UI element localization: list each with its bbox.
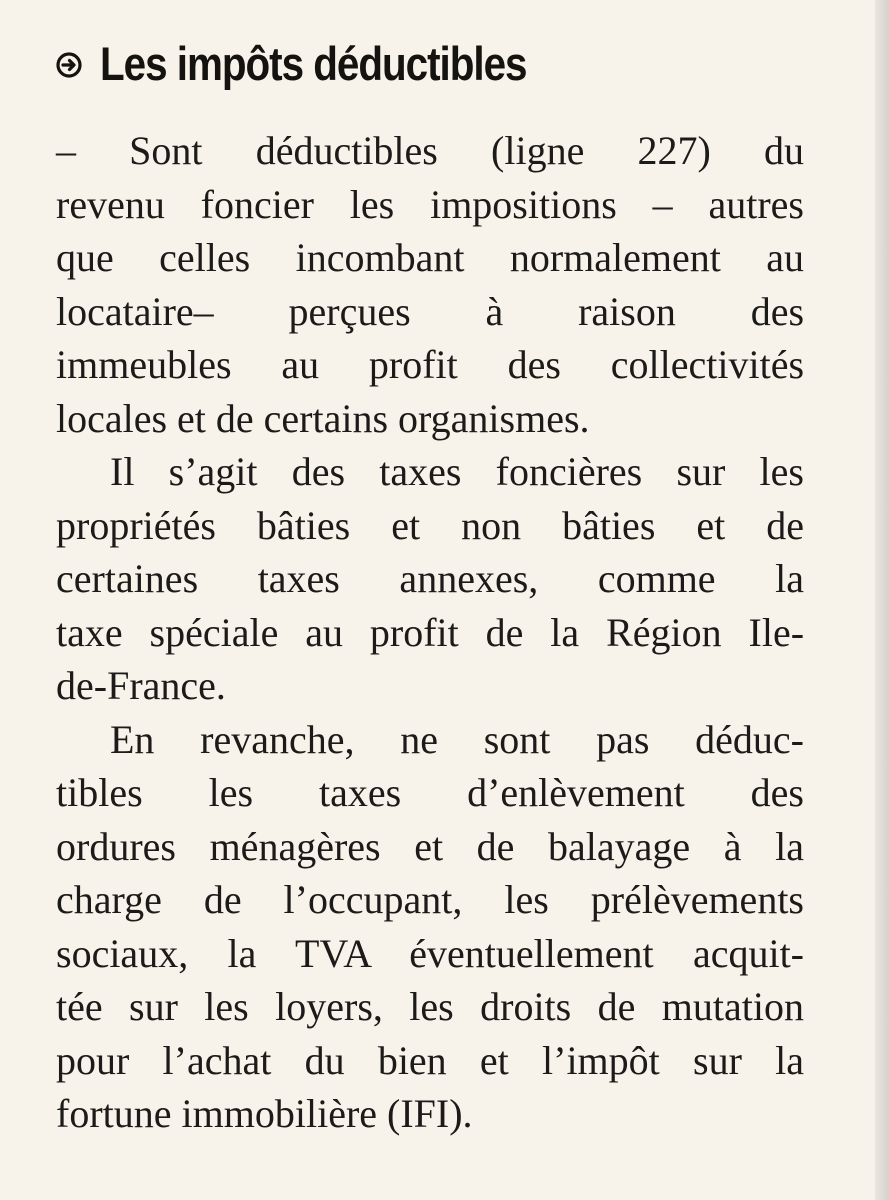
text-line: que celles incombant normalement au <box>56 235 805 280</box>
text-line: Il s’agit des taxes foncières sur les <box>110 449 804 494</box>
text-line: propriétés bâties et non bâties et de <box>56 502 804 548</box>
text-line: taxe spéciale au profit de la Région Ile- <box>56 609 805 655</box>
article <box>56 28 804 1141</box>
paragraph-property-taxes <box>56 445 804 713</box>
text-line: locataire– perçues à raison des <box>56 288 805 334</box>
text-line: – Sont déductibles (ligne 227) du <box>56 128 804 173</box>
arrow-circle-icon <box>56 52 82 78</box>
page-edge-shadow <box>875 0 889 1200</box>
text-line: immeubles au profit des collectivités <box>56 342 805 387</box>
text-line: revenu foncier les impositions – autres <box>56 181 804 227</box>
article-heading <box>56 28 804 98</box>
text-line: de-France. <box>56 663 226 708</box>
text-line: certaines taxes annexes, comme la <box>56 556 804 601</box>
article-title: Les impôts déductibles <box>100 36 527 90</box>
text-line: ordures ménagères et de balayage à la <box>56 823 805 869</box>
paragraph-non-deductible <box>56 713 804 1141</box>
paragraph-deductible-taxes <box>56 124 804 445</box>
text-line: sociaux, la TVA éventuellement acquit- <box>56 930 805 976</box>
text-line: fortune immobilière (IFI). <box>56 1091 473 1136</box>
article-body <box>56 124 804 1141</box>
text-line: pour l’achat du bien et l’impôt sur la <box>56 1037 805 1083</box>
text-line: charge de l’occupant, les prélèvements <box>56 877 804 922</box>
text-line: tée sur les loyers, les droits de mutation <box>56 984 805 1029</box>
text-line: En revanche, ne sont pas déduc- <box>110 716 805 762</box>
text-line: tibles les taxes d’enlèvement des <box>56 770 804 815</box>
text-line: locales et de certains organismes. <box>56 395 590 441</box>
